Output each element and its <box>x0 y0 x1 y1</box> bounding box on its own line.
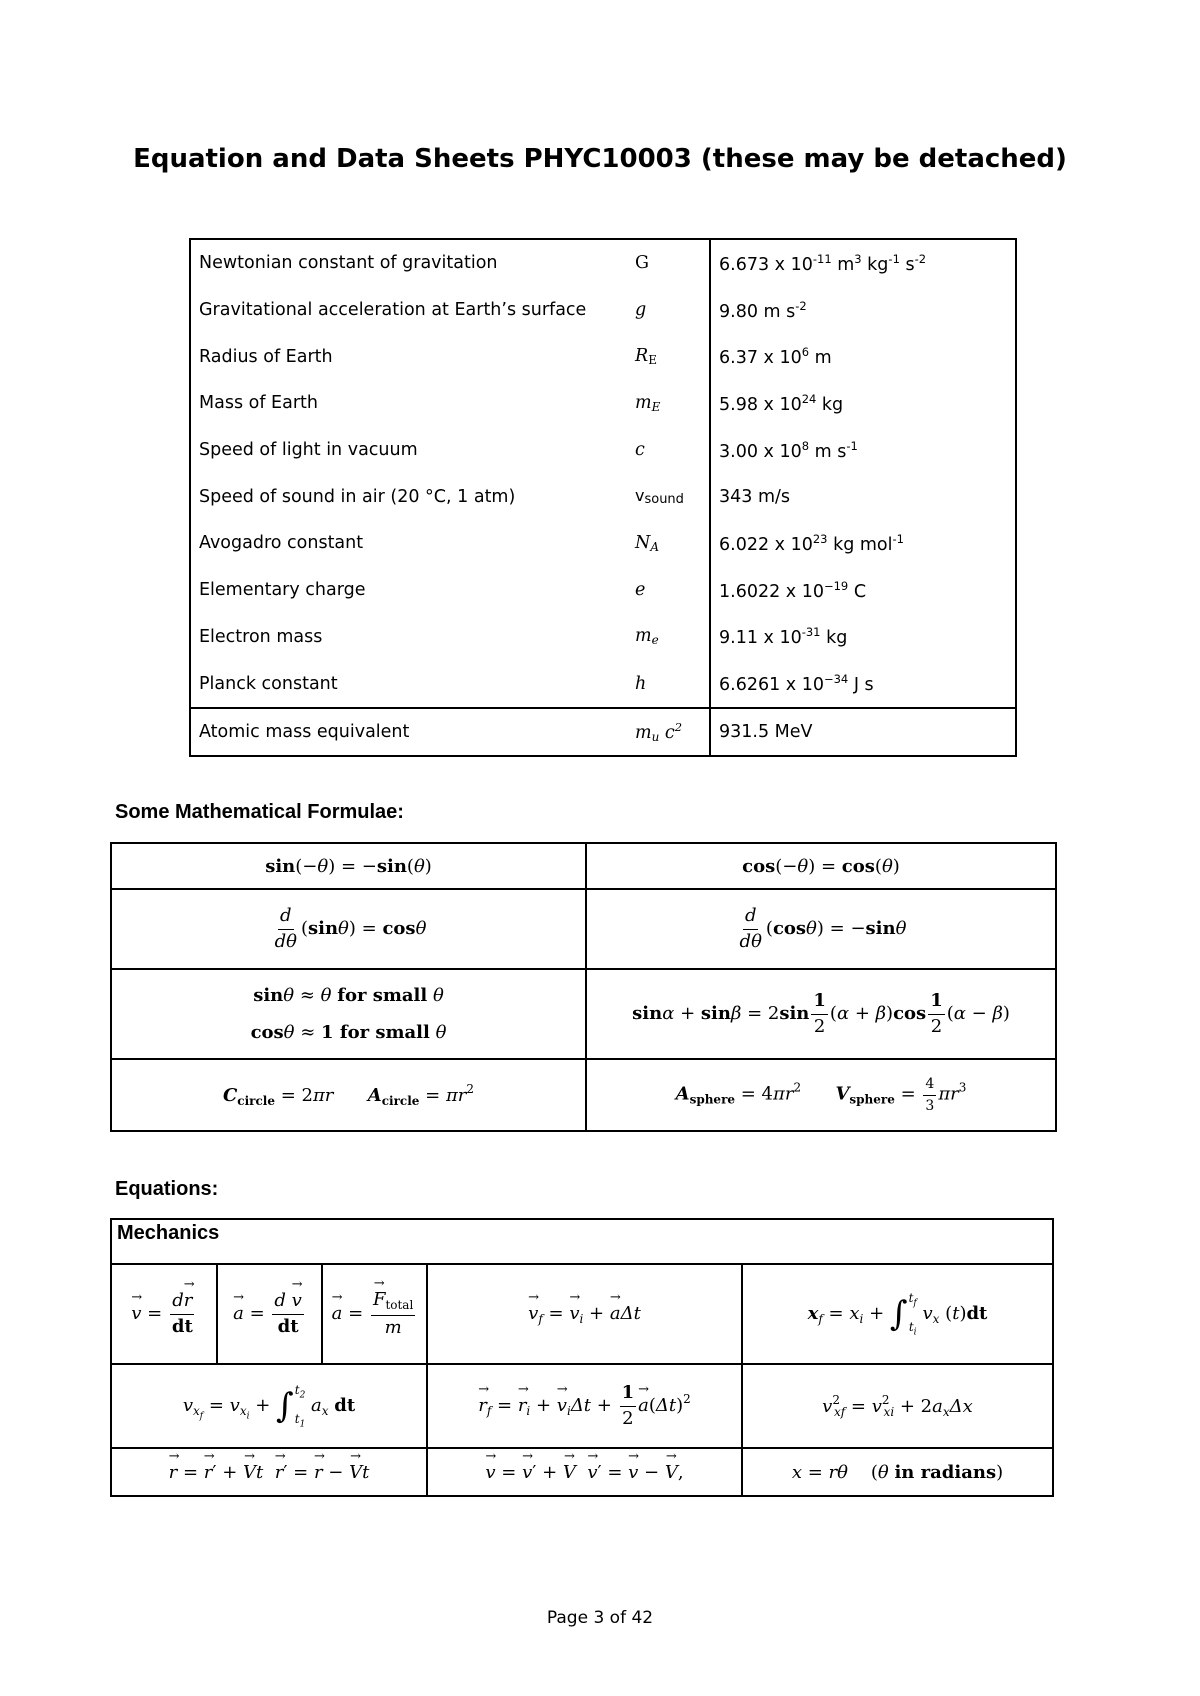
constant-row <box>190 520 1016 567</box>
constant-row <box>190 708 1016 756</box>
formula-cell: → $r_f$ = → $r_i$ + → $v_i\Delta t$ + $\frac{1}{2}$ → $a(\Delta t)^2$ <box>427 1364 742 1448</box>
constant-symbol: G <box>627 239 710 287</box>
constant-value: 931.5 MeV <box>710 708 1016 756</box>
constant-name: Radius of Earth <box>199 346 333 367</box>
formula-cell: → a = → $\frac{F_{total}}{m}$ <box>322 1264 427 1364</box>
constant-symbol: $N_A$ <box>627 520 710 567</box>
constant-name: Planck constant <box>199 673 338 694</box>
constant-value: 9.11 x $10^{-31}$ kg <box>719 625 848 649</box>
constant-symbol: c <box>627 427 710 474</box>
constant-row <box>190 333 1016 380</box>
constant-name: Avogadro constant <box>199 533 364 554</box>
math-formulae-heading: Some Mathematical Formulae: <box>115 801 404 823</box>
constant-value: 343 m/s <box>719 486 791 507</box>
equations-table <box>110 1218 1054 1497</box>
formula-cell: → $v_f$ = → $v_i$ + → aΔt <box>427 1264 742 1364</box>
formula-cell: x = rθ (θ in radians) <box>742 1448 1053 1496</box>
constant-name: Electron mass <box>199 626 323 647</box>
formula-cell: $v^2_{xf} = v^2_{xi} + 2a_x\Delta x$ <box>742 1364 1053 1448</box>
formula-cell: sinα + sinβ = 2sin $\frac{1}{2}$ (α + β)cos $\frac{1}{2}$ (α − β) <box>586 969 1056 1059</box>
constants-table <box>189 238 1017 757</box>
constant-value: 6.673 x $10^{-11}$ $m^3$ $kg^{-1}$ $s^{-2}$ <box>719 251 927 275</box>
constant-row <box>190 239 1016 287</box>
page-number: Page 3 of 42 <box>546 1608 654 1628</box>
constant-row <box>190 380 1016 427</box>
constant-name: Newtonian constant of gravitation <box>199 253 498 274</box>
constant-value: 6.022 x $10^{23}$ kg mol$^{-1}$ <box>719 532 904 555</box>
constant-row <box>190 614 1016 661</box>
constant-name: Speed of light in vacuum <box>199 440 418 461</box>
constant-row <box>190 427 1016 474</box>
equations-heading: Equations: <box>115 1178 219 1200</box>
constant-value: 9.80 m $s^{-2}$ <box>719 298 807 322</box>
constant-symbol: e <box>627 567 710 614</box>
constant-symbol: h <box>627 660 710 708</box>
formula-cell: $\frac{d}{d\theta}$ (sinθ) = cosθ <box>111 889 586 969</box>
constant-name: Speed of sound in air (20 °C, 1 atm) <box>199 486 516 507</box>
constant-symbol: g <box>627 287 710 334</box>
constant-row <box>190 660 1016 708</box>
constant-symbol: $m_E$ <box>627 380 710 427</box>
constant-value: 6.6261 x $10^{-34}$ J s <box>719 672 874 695</box>
constant-symbol: RE <box>627 333 710 380</box>
formula-cell: → r = → r′ + → Vt → r′ = → r − → Vt <box>111 1448 427 1496</box>
constant-row <box>190 473 1016 520</box>
mechanics-label: Mechanics <box>111 1219 1053 1264</box>
page-title: Equation and Data Sheets PHYC10003 (these may be detached) <box>133 144 1067 174</box>
formula-cell: $v_{x_f} = v_{x_i}$ + ∫ $t_2$ $t_1$ $a_x$ dt <box>111 1364 427 1448</box>
formula-cell: $C_{circle} = 2\pi r$ $A_{circle} = \pi r^2$ <box>111 1059 586 1131</box>
constant-name: Mass of Earth <box>199 393 318 414</box>
constant-value: 6.37 x $10^6$ m <box>719 345 832 369</box>
formula-cell: cos(−θ) = cos(θ) <box>586 843 1056 889</box>
constant-name: Elementary charge <box>199 580 366 601</box>
constant-value: 5.98 x $10^{24}$ kg <box>719 391 844 415</box>
formula-cell: sinθ ≈ θ for small θ cosθ ≈ 1 for small θ <box>111 969 586 1059</box>
formula-cell: $x_f = x_i$ + ∫ $t_f$ $t_i$ $v_x$ (t)dt <box>742 1264 1053 1364</box>
constant-name: Gravitational acceleration at Earth’s surface <box>199 300 587 321</box>
constant-symbol: $m_u$ $c^2$ <box>627 708 710 756</box>
constant-value: 3.00 x $10^8$ m $s^{-1}$ <box>719 438 858 462</box>
formula-cell: $A_{sphere} = 4\pi r^2$ $V_{sphere}$ = $\frac{4}{3}$ $\pi r^3$ <box>586 1059 1056 1131</box>
formula-cell: → v = → v′ + → V → v′ = → v − → V, <box>427 1448 742 1496</box>
formula-cell: $\frac{d}{d\theta}$ (cosθ) = −sinθ <box>586 889 1056 969</box>
formula-cell: → v = $\frac{d\to r}{dt}$ <box>111 1264 217 1364</box>
constant-symbol: $m_e$ <box>627 614 710 661</box>
constant-row <box>190 287 1016 334</box>
constant-name: Atomic mass equivalent <box>190 708 627 756</box>
constant-value: 1.6022 x $10^{-19}$ C <box>719 578 867 602</box>
formula-cell: sin(−θ) = −sin(θ) <box>111 843 586 889</box>
constant-row <box>190 567 1016 614</box>
constant-symbol: vsound <box>627 473 710 520</box>
formula-cell: → a = $\frac{d \to v}{dt}$ <box>217 1264 322 1364</box>
math-formulae-table <box>110 842 1057 1132</box>
